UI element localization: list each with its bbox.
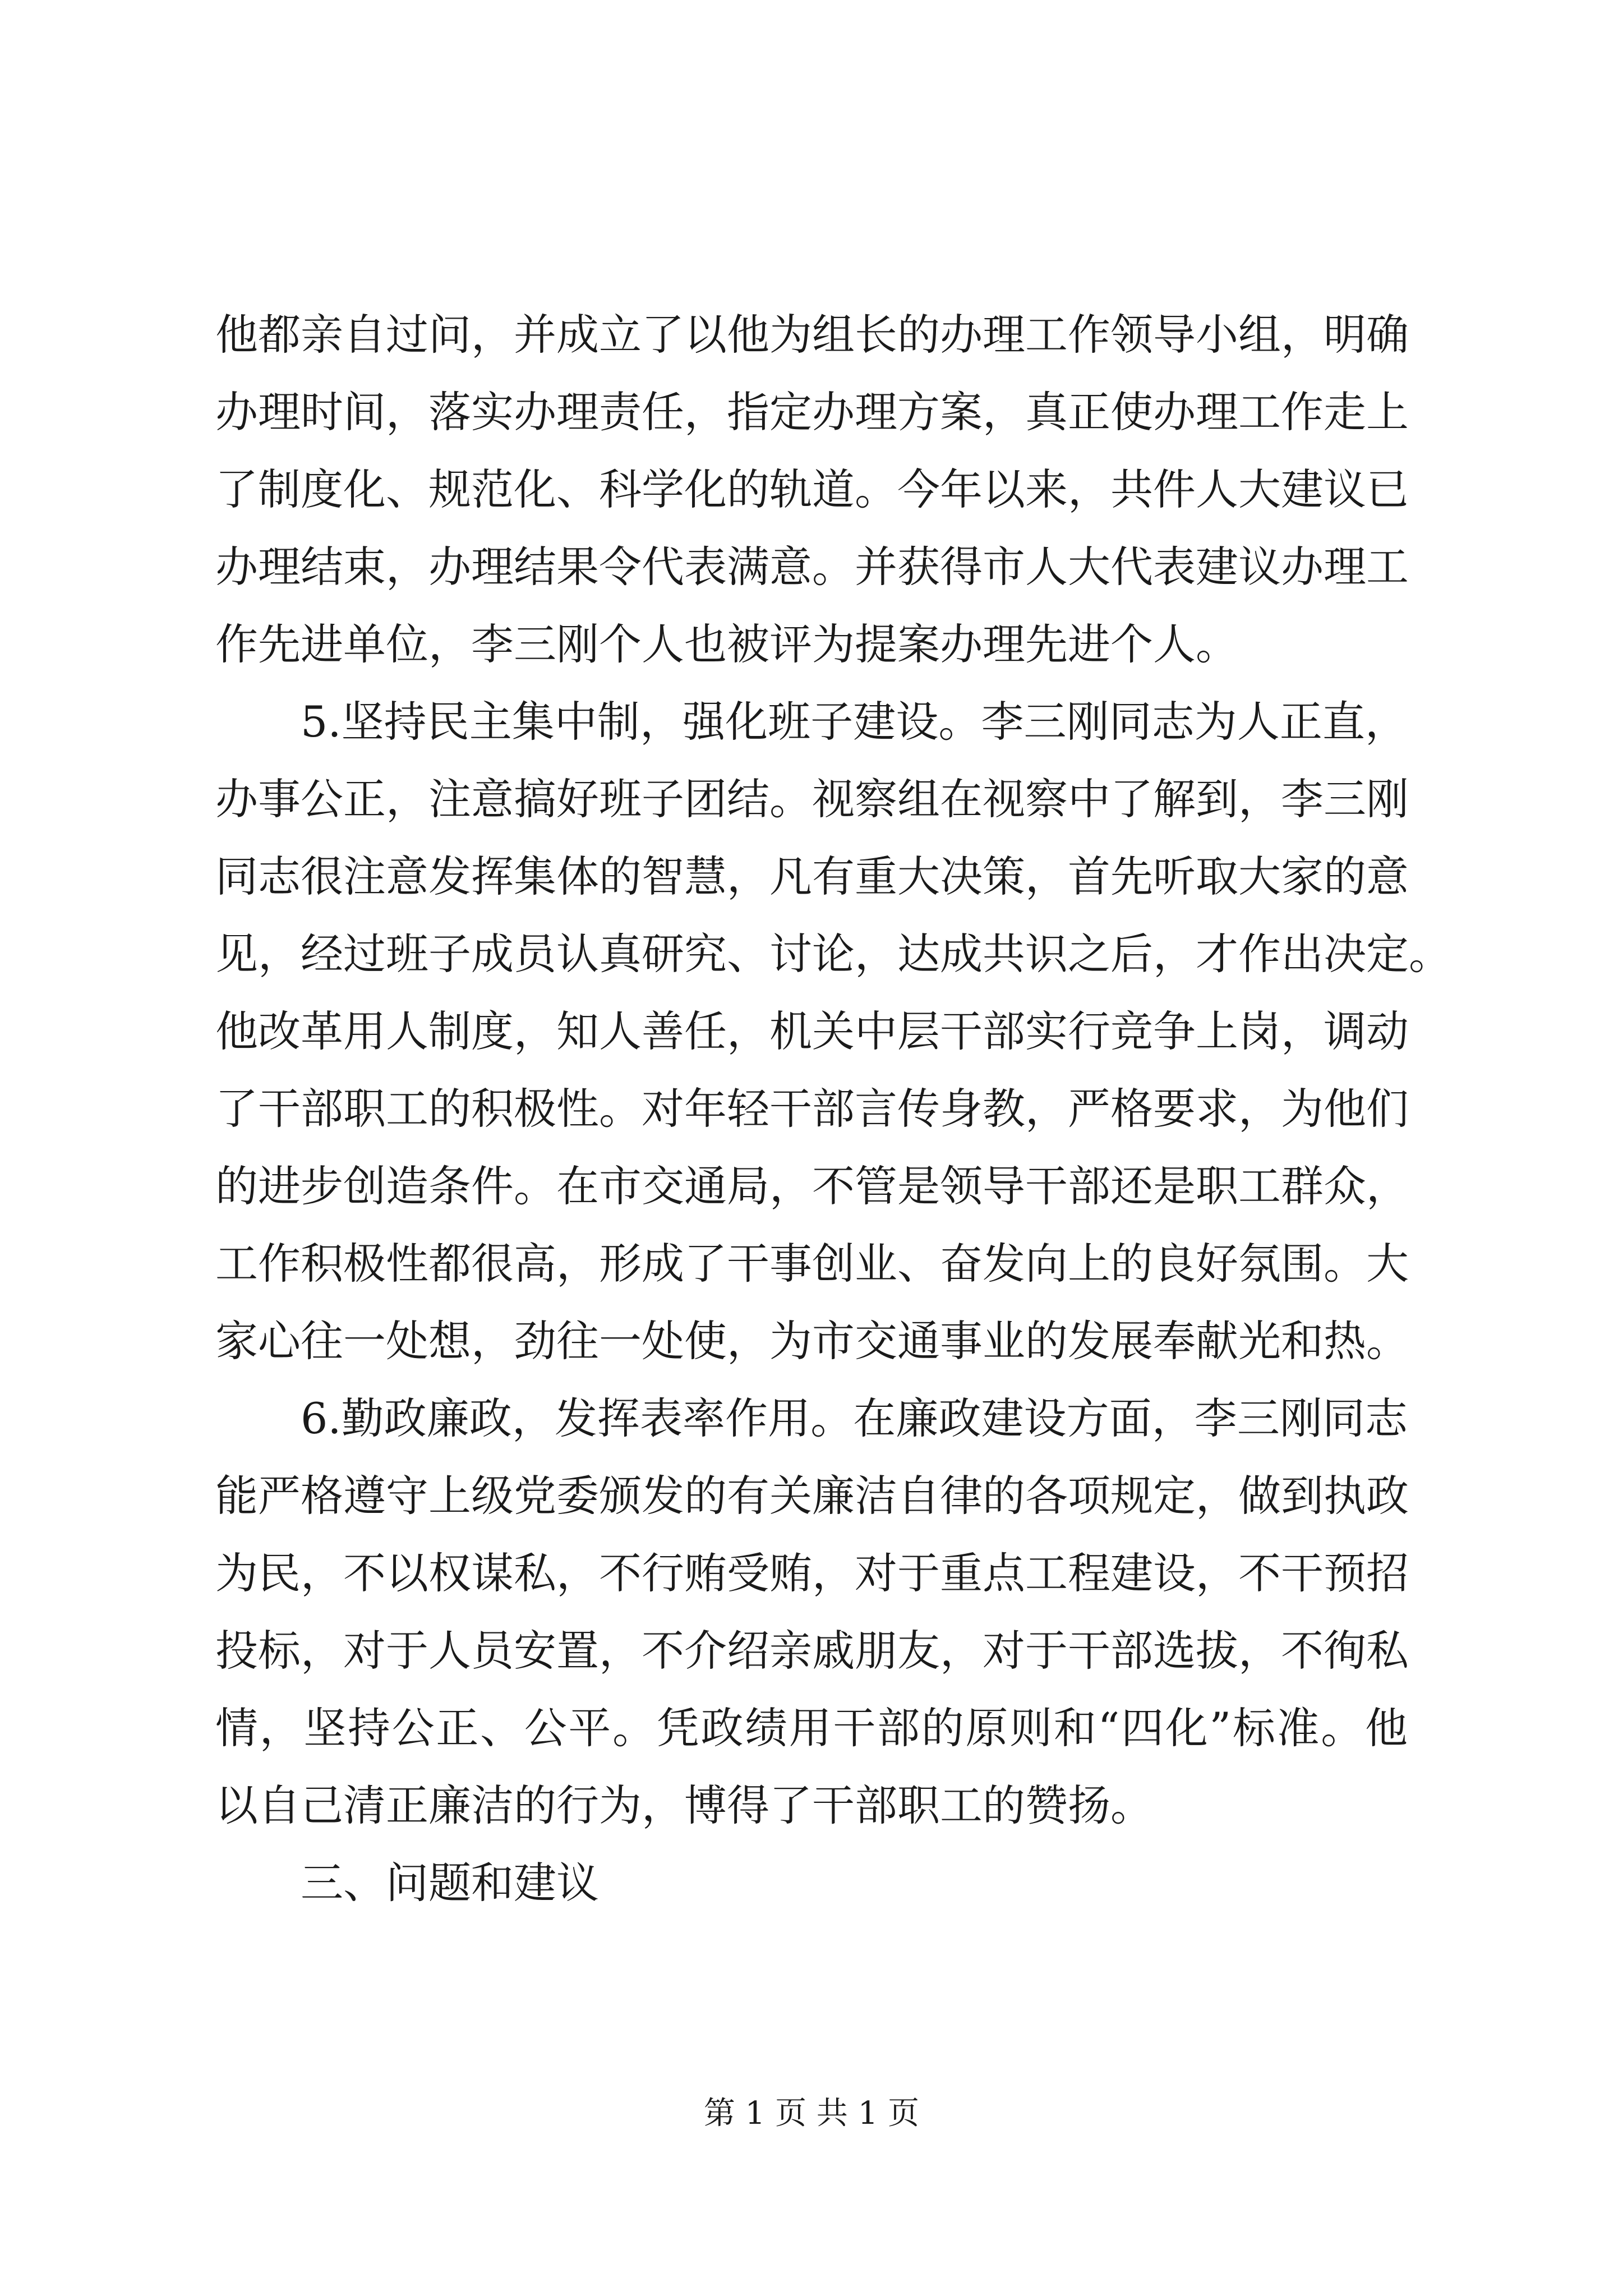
text-line: 见，经过班子成员认真研究、讨论，达成共识之后，才作出决定。 <box>215 929 1451 979</box>
text-line: 他都亲自过问，并成立了以他为组长的办理工作领导小组，明确 <box>215 310 1409 360</box>
text-line: 家心往一处想，劲往一处使，为市交通事业的发展奉献光和热。 <box>215 1316 1409 1366</box>
text-line: 投标，对于人员安置，不介绍亲戚朋友，对于干部选拔，不徇私 <box>215 1626 1409 1676</box>
text-line: 为民，不以权谋私，不行贿受贿，对于重点工程建设，不干预招 <box>215 1548 1409 1598</box>
text-line: 作先进单位，李三刚个人也被评为提案办理先进个人。 <box>215 619 1238 669</box>
text-line: 情，坚持公正、公平。凭政绩用干部的原则和“四化”标准。他 <box>215 1703 1408 1753</box>
page-footer: 第 1 页 共 1 页 <box>703 2095 920 2132</box>
text-line: 的进步创造条件。在市交通局，不管是领导干部还是职工群众， <box>215 1161 1409 1211</box>
paragraph-3 <box>215 1380 1408 1844</box>
paragraph-1 <box>215 296 1408 683</box>
text-line: 6.勤政廉政，发挥表率作用。在廉政建设方面，李三刚同志 <box>301 1393 1408 1443</box>
text-line: 能严格遵守上级党委颁发的有关廉洁自律的各项规定，做到执政 <box>215 1471 1409 1521</box>
text-line: 了干部职工的积极性。对年轻干部言传身教，严格要求，为他们 <box>215 1084 1409 1134</box>
text-line: 了制度化、规范化、科学化的轨道。今年以来，共件人大建议已 <box>215 464 1409 514</box>
text-line: 办事公正，注意搞好班子团结。视察组在视察中了解到，李三刚 <box>215 774 1409 824</box>
text-line: 办理时间，落实办理责任，指定办理方案，真正使办理工作走上 <box>215 387 1409 437</box>
text-line: 5.坚持民主集中制，强化班子建设。李三刚同志为人正直， <box>301 697 1408 747</box>
section-heading: 三、问题和建议 <box>301 1858 599 1908</box>
text-line: 办理结束，办理结果令代表满意。并获得市人大代表建议办理工 <box>215 542 1409 592</box>
text-line: 他改革用人制度，知人善任，机关中层干部实行竞争上岗，调动 <box>215 1006 1409 1056</box>
text-line: 工作积极性都很高，形成了干事创业、奋发向上的良好氛围。大 <box>215 1239 1409 1289</box>
document-body <box>215 296 1451 1922</box>
text-line: 同志很注意发挥集体的智慧，凡有重大决策，首先听取大家的意 <box>215 852 1409 901</box>
paragraph-2 <box>215 683 1451 1380</box>
text-line: 以自己清正廉洁的行为，博得了干部职工的赞扬。 <box>215 1780 1153 1830</box>
